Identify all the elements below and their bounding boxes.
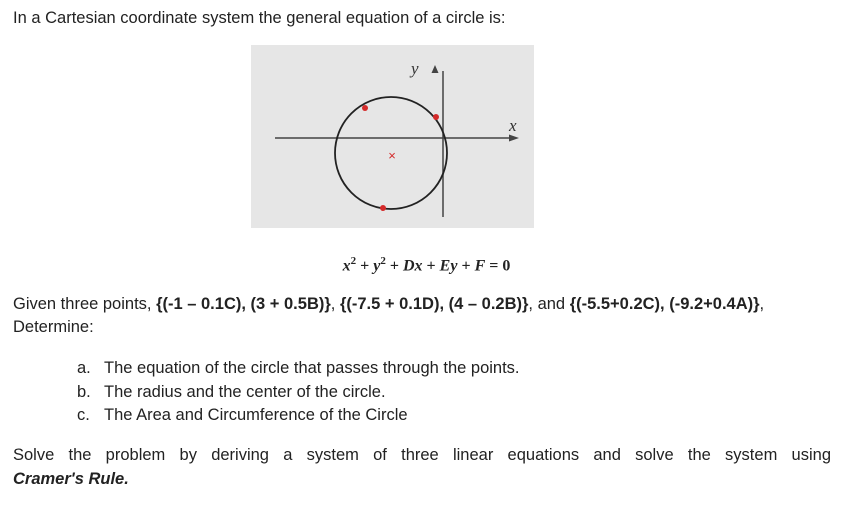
list-marker: b. xyxy=(77,383,91,401)
eq-x: x xyxy=(342,257,351,275)
eq-f: F xyxy=(474,257,486,275)
list-item-text: The Area and Circumference of the Circle xyxy=(104,406,408,424)
circle-diagram xyxy=(251,45,534,228)
list-item xyxy=(77,383,386,402)
point-1: {(-1 – 0.1C), (3 + 0.5B)} xyxy=(156,295,331,313)
circle-figure xyxy=(251,45,534,228)
eq-y-exp: 2 xyxy=(380,255,386,267)
eq-dx: Dx xyxy=(402,257,423,275)
list-item-text: The radius and the center of the circle. xyxy=(104,383,386,401)
list-item-text: The equation of the circle that passes through the points. xyxy=(104,359,520,377)
eq-x-exp: 2 xyxy=(350,255,357,267)
list-marker: c. xyxy=(77,406,90,424)
determine-label: Determine: xyxy=(13,318,94,336)
circle-equation: $x^2 + y^2 + Dx + Ey + F = 0$ xyxy=(342,255,511,275)
center-marker: × xyxy=(388,148,396,163)
circle-point-1 xyxy=(362,105,368,111)
list-item xyxy=(77,406,408,425)
intro-text: In a Cartesian coordinate system the general equation of a circle is: xyxy=(13,9,506,27)
solve-instruction: Solve the problem by deriving a system of three linear equations and solve the system using xyxy=(13,446,831,464)
circle-point-3 xyxy=(380,205,386,211)
eq-y: y xyxy=(373,257,381,275)
list-item xyxy=(77,359,520,378)
given-sep-2: , and xyxy=(528,295,570,313)
given-points-text xyxy=(13,295,764,314)
point-3: {(-5.5+0.2C), (-9.2+0.4A)} xyxy=(569,295,760,313)
given-suffix: , xyxy=(759,295,765,313)
cramers-rule-text: Cramer's Rule. xyxy=(13,470,129,488)
given-sep-1: , xyxy=(330,295,340,313)
y-axis-label: y xyxy=(411,59,419,78)
eq-ey: Ey xyxy=(439,257,458,275)
given-prefix: Given three points, xyxy=(13,295,157,313)
x-axis-label: x xyxy=(509,116,517,135)
circle-point-2 xyxy=(433,114,439,120)
figure-background xyxy=(251,45,534,228)
list-marker: a. xyxy=(77,359,91,377)
eq-zero: 0 xyxy=(502,257,511,275)
point-2: {(-7.5 + 0.1D), (4 – 0.2B)} xyxy=(339,295,529,313)
